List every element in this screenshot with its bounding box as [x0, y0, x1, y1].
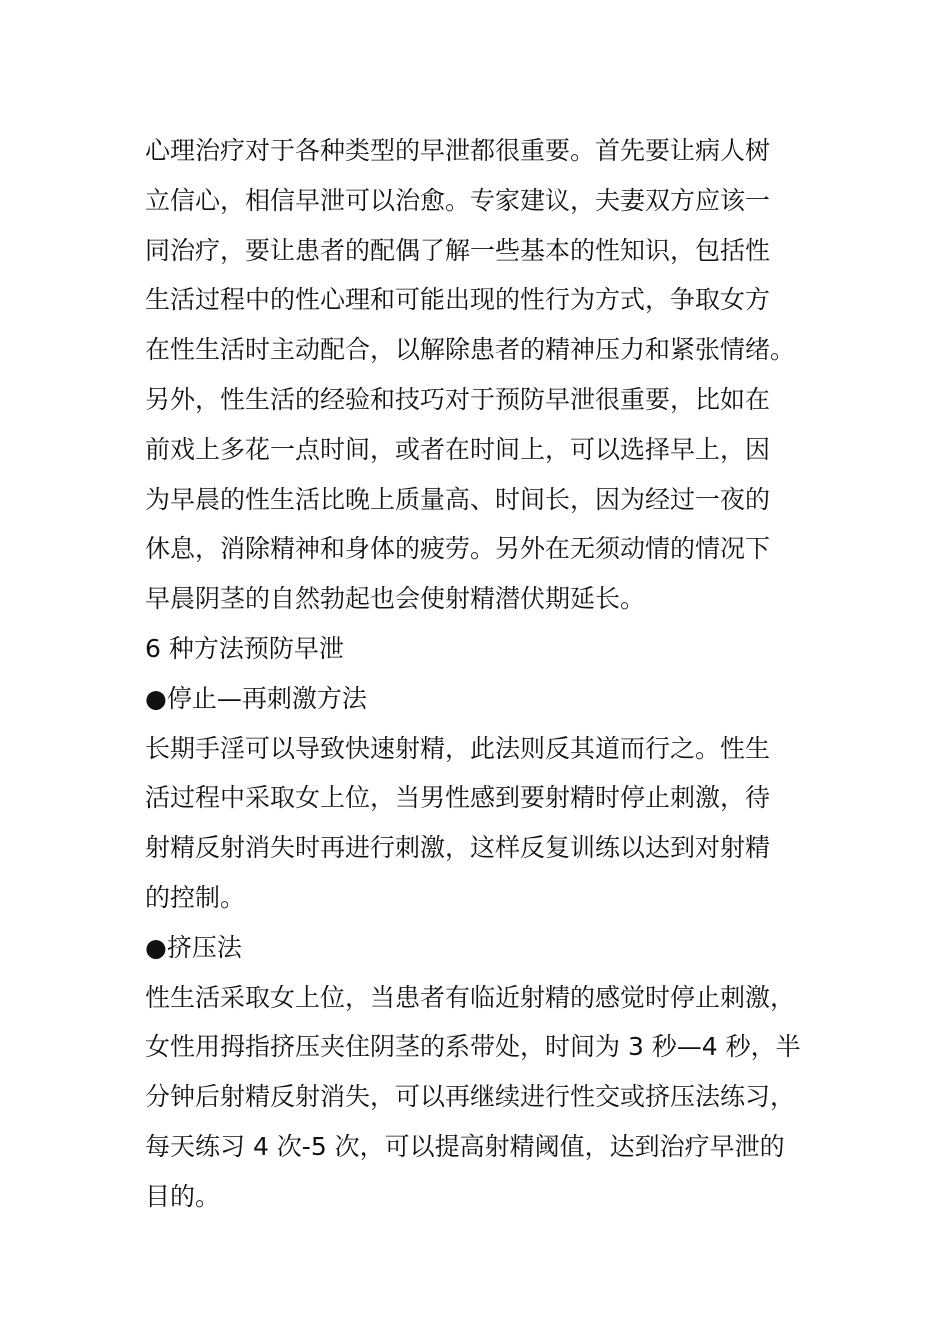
paragraph-line: 长期手淫可以导致快速射精，此法则反其道而行之。性生 [145, 733, 771, 763]
paragraph-line: 射精反射消失时再进行刺激，这样反复训练以达到对射精 [145, 833, 771, 863]
paragraph-line: 分钟后射精反射消失，可以再继续进行性交或挤压法练习， [145, 1082, 796, 1112]
paragraph-line: 的控制。 [145, 882, 246, 912]
paragraph-line: 性生活采取女上位，当患者有临近射精的感觉时停止刺激， [145, 982, 796, 1012]
paragraph-line: 生活过程中的性心理和可能出现的性行为方式，争取女方 [145, 285, 771, 315]
paragraph-line: 心理治疗对于各种类型的早泄都很重要。首先要让病人树 [145, 136, 771, 165]
paragraph-line: 活过程中采取女上位，当男性感到要射精时停止刺激，待 [145, 783, 771, 813]
paragraph-line: 女性用拇指挤压夹住阴茎的系带处，时间为 3 秒—4 秒，半 [145, 1032, 801, 1062]
paragraph-line: 目的。 [145, 1181, 221, 1211]
paragraph-line: 早晨阴茎的自然勃起也会使射精潜伏期延长。 [145, 584, 646, 614]
paragraph-line: 每天练习 4 次-5 次，可以提高射精阈值，达到治疗早泄的 [145, 1131, 785, 1161]
section-heading: 6 种方法预防早泄 [145, 633, 344, 663]
paragraph-line: 同治疗，要让患者的配偶了解一些基本的性知识，包括性 [145, 235, 771, 265]
paragraph-line: 在性生活时主动配合，以解除患者的精神压力和紧张情绪。 [145, 335, 796, 365]
paragraph-line: 立信心，相信早泄可以治愈。专家建议，夫妻双方应该一 [145, 185, 771, 215]
paragraph-line: 另外，性生活的经验和技巧对于预防早泄很重要，比如在 [145, 384, 771, 414]
paragraph-line: 为早晨的性生活比晚上质量高、时间长，因为经过一夜的 [145, 484, 771, 514]
paragraph-line: 休息，消除精神和身体的疲劳。另外在无须动情的情况下 [145, 534, 771, 564]
method-heading-squeeze: ●挤压法 [145, 932, 242, 962]
method-heading-stop-restart: ●停止—再刺激方法 [145, 683, 367, 713]
paragraph-line: 前戏上多花一点时间，或者在时间上，可以选择早上，因 [145, 434, 771, 464]
document-body [145, 126, 810, 1222]
